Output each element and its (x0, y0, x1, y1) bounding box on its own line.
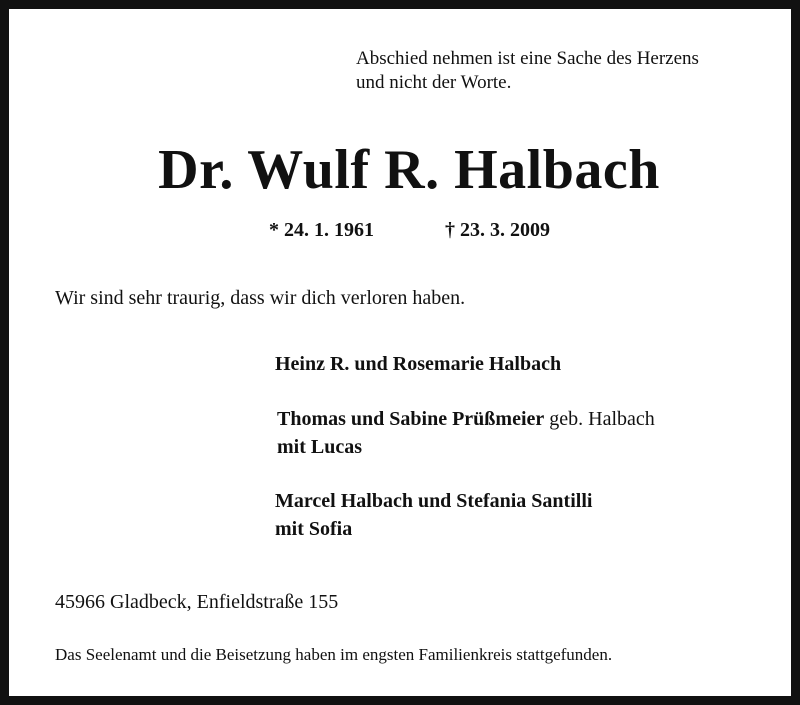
mourner-group-1 (275, 350, 561, 378)
mourner-group-3 (275, 487, 592, 543)
mourner-child: mit Sofia (275, 518, 353, 540)
address: 45966 Gladbeck, Enfieldstraße 155 (55, 591, 339, 613)
mourner-names: Marcel Halbach und Stefania Santilli (275, 490, 593, 512)
quote (356, 47, 699, 95)
deceased-name: Dr. Wulf R. Halbach (158, 139, 660, 201)
mourner-maiden-name: geb. Halbach (549, 408, 655, 430)
mourner-group-2 (277, 405, 655, 461)
birth-date: * 24. 1. 1961 (269, 219, 374, 241)
death-date: † 23. 3. 2009 (445, 219, 550, 241)
quote-line-2: und nicht der Worte. (356, 72, 512, 93)
quote-line-1: Abschied nehmen ist eine Sache des Herzens (356, 48, 699, 69)
mourner-child: mit Lucas (277, 436, 362, 458)
intro-text: Wir sind sehr traurig, dass wir dich verloren haben. (55, 287, 466, 309)
mourner-names: Thomas und Sabine Prüßmeier (277, 408, 545, 430)
funeral-notice: Das Seelenamt und die Beisetzung haben im engsten Familienkreis stattgefunden. (55, 645, 613, 664)
mourner-names: Heinz R. und Rosemarie Halbach (275, 353, 562, 375)
